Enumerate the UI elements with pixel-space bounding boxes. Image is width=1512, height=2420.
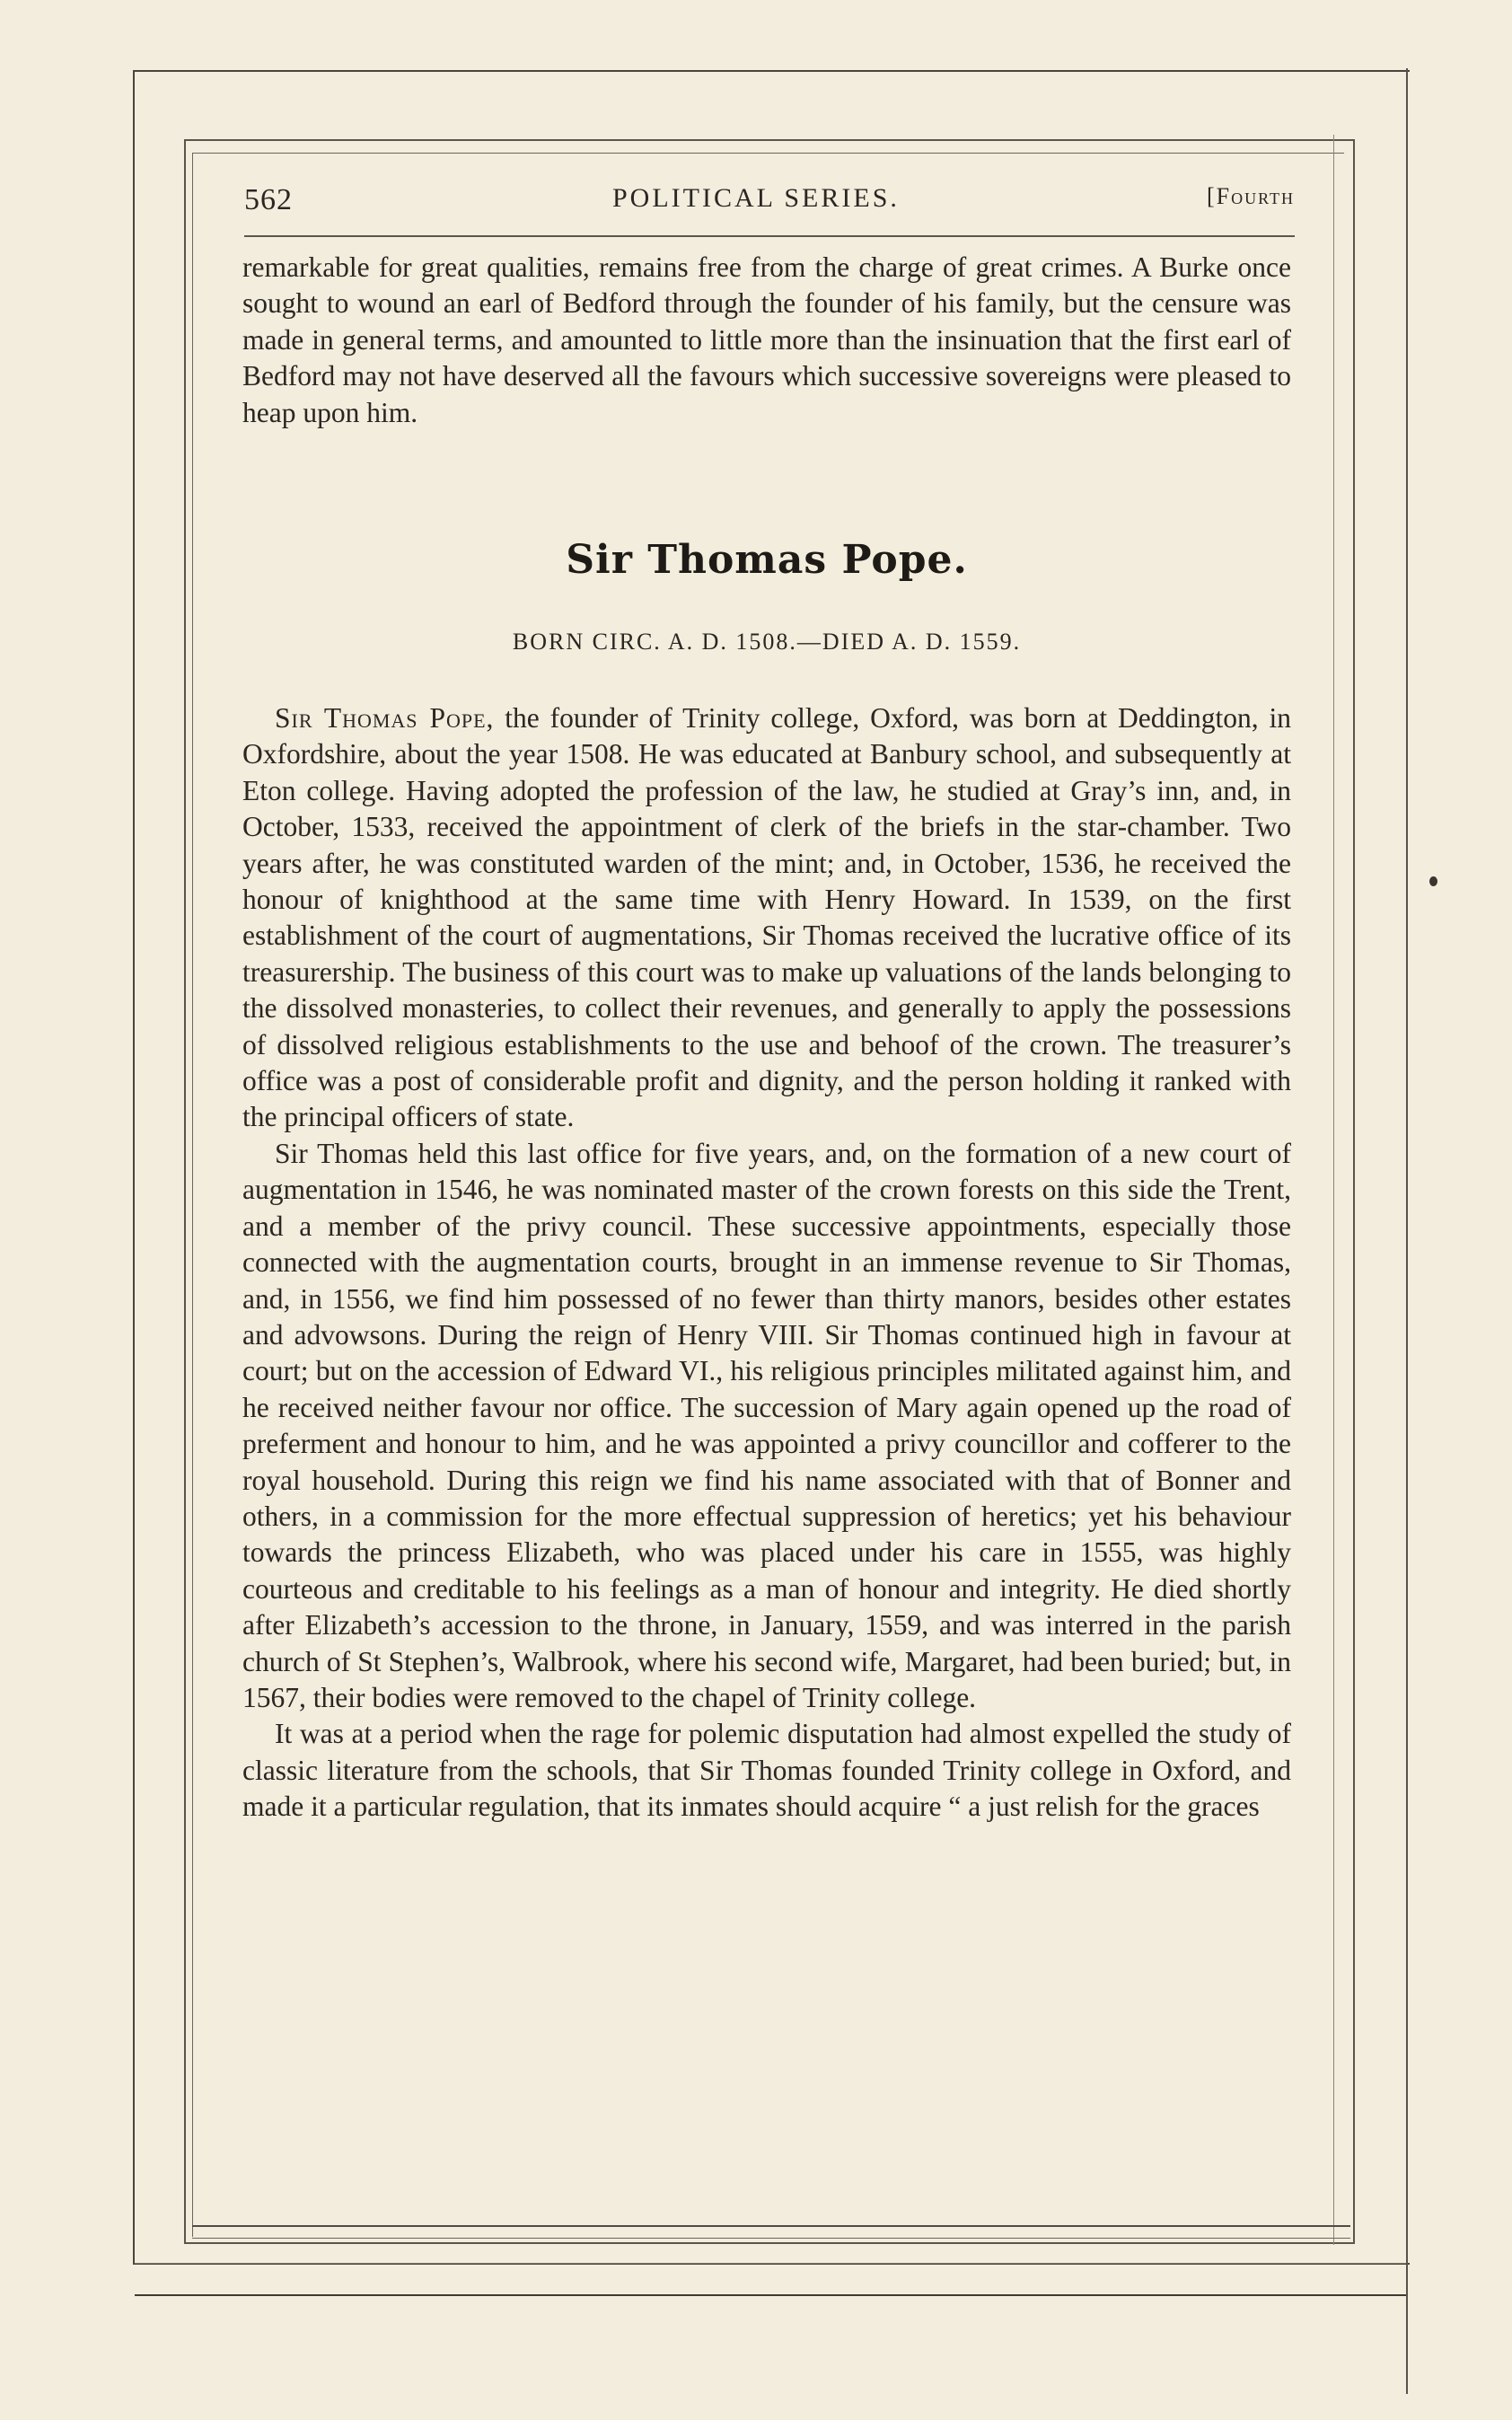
intro-paragraph: remarkable for great qualities, remains free from the charge of great crimes. A Burke once sought to wound an earl of Bedford through the founder of his family, but the censure was made in general terms, and amounted to little more than the insinuation that the first earl of Bedford may not have deserved all the favours which successive sovereigns were pleased to heap upon him. — [242, 251, 1291, 428]
intro-text — [242, 250, 1291, 431]
article-body — [242, 700, 1291, 1826]
header-rule — [244, 235, 1295, 237]
paragraph-1-text: the founder of Trinity college, Oxford, was born at Deddington, in Oxfordshire, about the year 1508. He was educated at Banbury school, and subsequently at Eton college. Having adopted the profession of the law, he studied at Gray’s inn, and, in October, 1533, received the appointment of clerk of the briefs in the star-chamber. Two years after, he was constituted warden of the mint; and, in October, 1536, he received the honour of knighthood at the same time with Henry Howard. In 1539, on the first establishment of the court of augmentations, Sir Thomas received the lucrative office of its treasurership. The business of this court was to make up valuations of the lands belonging to the dissolved monasteries, to collect their revenues, and generally to apply the possessions of dissolved religious establishments to the use and behoof of the crown. The treasurer’s office was a post of considerable profit and dignity, and the person holding it ranked with the principal officers of state. — [242, 702, 1291, 1133]
running-title: POLITICAL SERIES. — [612, 183, 900, 213]
article-title: Sir Thomas Pope. — [566, 537, 968, 583]
outer-page-border-right — [1406, 68, 1408, 2394]
paragraph-2: Sir Thomas held this last office for five years, and, on the formation of a new court of augmentation in 1546, he was nominated master of the crown forests on this side the Trent, and a member of the privy council. These successive appointments, especially those connected with the augmentation courts, brought in an immense revenue to Sir Thomas, and, in 1556, we find him possessed of no fewer than thirty manors, besides other estates and advowsons. During the reign of Henry VIII. Sir Thomas continued high in favour at court; but on the accession of Edward VI., his religious principles militated against him, and he received neither favour nor office. The succession of Mary again opened up the road of preferment and honour to him, and he was appointed a privy councillor and cofferer to the royal household. During this reign we find his name associated with that of Bonner and others, in a commission for the more effectual suppression of heretics; yet his behaviour towards the princess Elizabeth, who was placed under his care in 1555, was highly courteous and creditable to his feelings as a man of honour and integrity. He died shortly after Elizabeth’s accession to the throne, in January, 1559, and was interred in the parish church of St Stephen’s, Walbrook, where his second wife, Margaret, had been buried; but, in 1567, their bodies were removed to the chapel of Trinity college. — [242, 1137, 1291, 1713]
paragraph-1 — [242, 700, 1291, 1136]
page-number: 562 — [244, 183, 293, 216]
right-margin-rule — [1333, 135, 1334, 2245]
article-dates: BORN CIRC. A. D. 1508.—DIED A. D. 1559. — [512, 629, 1022, 655]
margin-ink-spot — [1429, 876, 1437, 886]
outer-bottom-rule — [135, 2294, 1406, 2296]
bottom-rule — [192, 2225, 1350, 2227]
paragraph-3: It was at a period when the rage for polemic disputation had almost expelled the study of classic literature from the schools, that Sir Thomas founded Trinity college in Oxford, and made it a particular regulation, that its inmates should acquire “ a just relish for the graces — [242, 1718, 1291, 1823]
lead-name: Sir Thomas Pope, — [275, 702, 495, 734]
bottom-rule-secondary — [192, 2238, 1350, 2239]
running-section: [Fourth — [1206, 183, 1295, 209]
running-header — [244, 180, 1295, 223]
outer-bottom-rule-thin — [135, 2263, 1406, 2264]
